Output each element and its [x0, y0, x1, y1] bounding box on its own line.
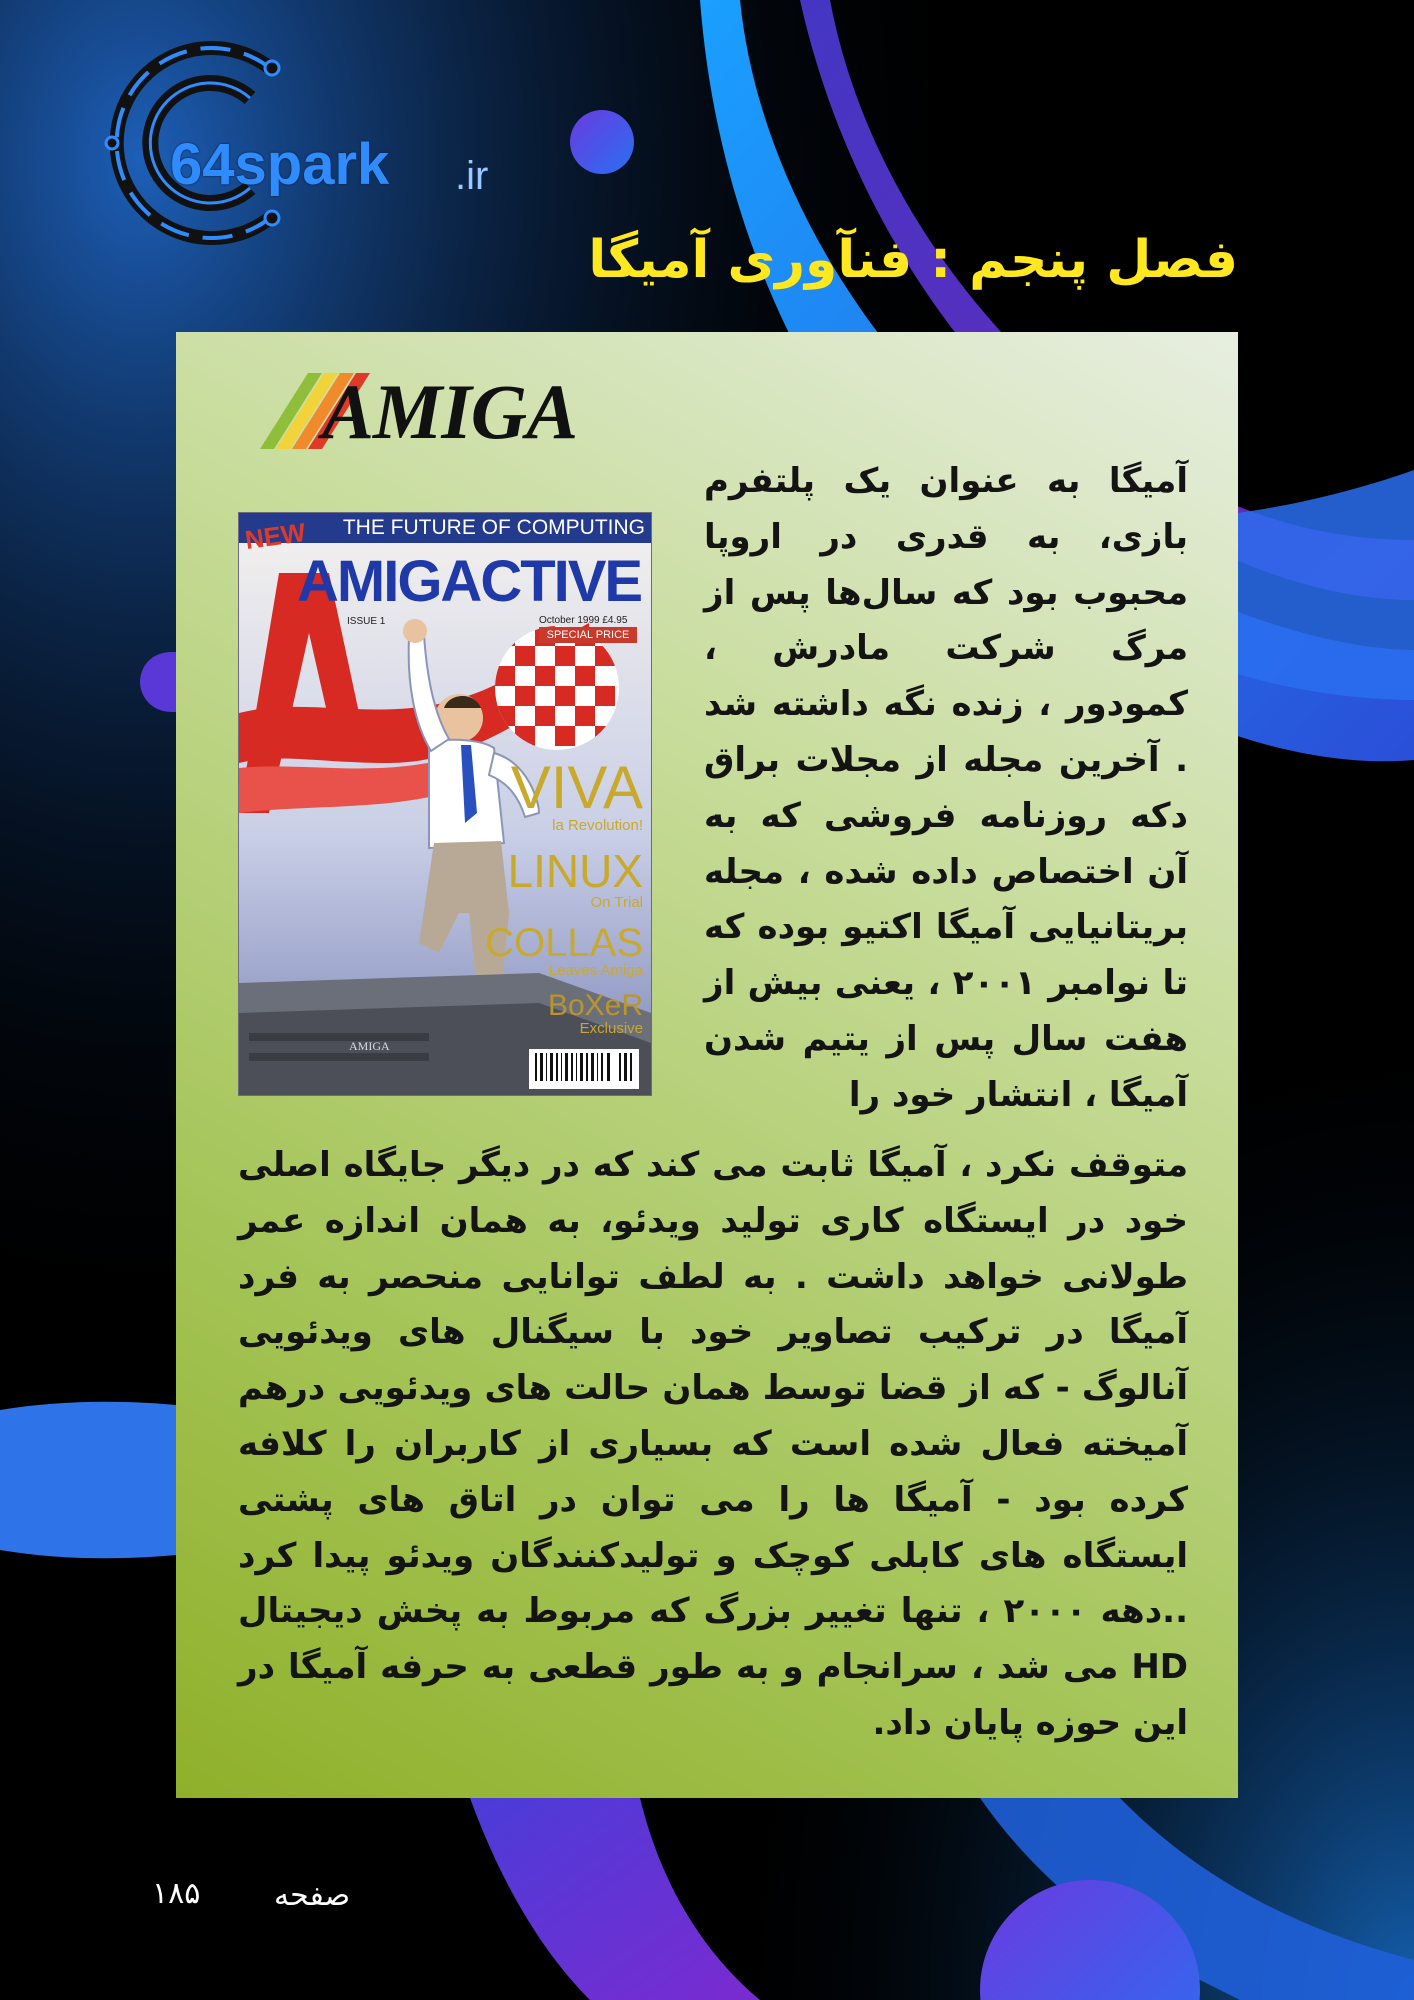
- cover-device-label: AMIGA: [349, 1039, 390, 1053]
- page-number: ۱۸۵: [152, 1876, 201, 1911]
- cover-headline: COLLAS: [485, 921, 643, 965]
- cover-headline: VIVA: [510, 754, 643, 821]
- amiga-logo-text: AMIGA: [322, 368, 578, 455]
- cover-masthead: AMIGACTIVE: [297, 549, 642, 614]
- logo-tld: .ir: [455, 154, 489, 198]
- cover-subheadline: Leaves Amiga: [548, 962, 643, 979]
- body-paragraph-top: آمیگا به عنوان یک پلتفرم بازی، به قدری در اروپا محبوب بود که سال‌ها پس از مرگ شرکت مادرش ، کمودور ، زنده نگه داشته شد . آخرین مجله از مجلات براق دکه روزنامه فروشی که به آن اختصاص داده شده ، مجله بریتانیایی آمیگا اکتیو بوده که تا نوامبر ۲۰۰۱ ، یعنی بیش از هفت سال پس از یتیم شدن آمیگا ، انتشار خود را: [704, 461, 1188, 1115]
- cover-subheadline: la Revolution!: [552, 817, 643, 834]
- cover-new-badge: NEW: [243, 516, 308, 556]
- magazine-cover-image: [238, 512, 652, 1096]
- content-panel: [176, 332, 1238, 1798]
- cover-headline: BoXeR: [547, 989, 643, 1022]
- chapter-title: فصل پنجم : فنآوری آمیگا: [588, 230, 1238, 290]
- cover-date: October 1999 £4.95: [539, 615, 628, 626]
- cover-headline: LINUX: [507, 845, 643, 897]
- logo-text: 64spark: [170, 132, 390, 197]
- page-label: صفحه: [274, 1878, 351, 1913]
- cover-subheadline: Exclusive: [579, 1020, 643, 1037]
- site-logo[interactable]: [100, 38, 520, 248]
- cover-subheadline: On Trial: [590, 894, 643, 911]
- amiga-logo: [260, 367, 620, 457]
- cover-top-banner: THE FUTURE OF COMPUTING: [239, 513, 651, 543]
- cover-issue: ISSUE 1: [347, 616, 386, 627]
- cover-special-price: SPECIAL PRICE: [539, 627, 637, 643]
- body-paragraph-bottom: متوقف نکرد ، آمیگا ثابت می کند که در دیگر جایگاه اصلی خود در ایستگاه کاری تولید ویدئو، به همان اندازه عمر طولانی خواهد داشت . به لطف توانایی منحصر به فرد آمیگا در ترکیب تصاویر خود با سیگنال های ویدئویی آنالوگ - که از قضا توسط همان حالت های ویدئویی درهم آمیخته فعال شده است که بسیاری از کاربران را کلافه کرده بود - آمیگا ها را می توان در اتاق های پشتی ایستگاه های کابلی کوچک و تولیدکنندگان ویدئو پیدا کرد ..دهه ۲۰۰۰ ، تنها تغییر بزرگ که مربوط به پخش دیجیتال HD می شد ، سرانجام و به طور قطعی به حرفه آمیگا در این حوزه پایان داد.: [238, 1145, 1188, 1743]
